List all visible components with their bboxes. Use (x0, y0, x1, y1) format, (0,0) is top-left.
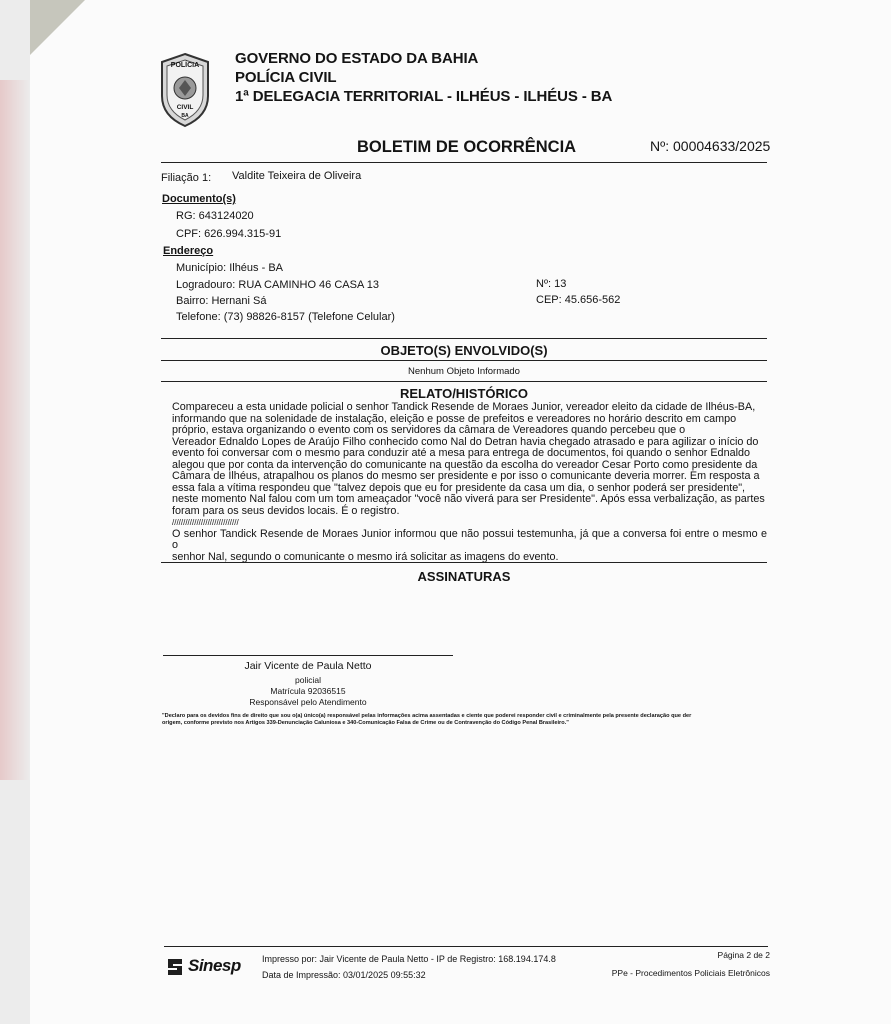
badge-state-text: BA (181, 113, 189, 119)
sinesp-logo-text: Sinesp (188, 956, 241, 975)
relato-line: foram para os seus devidos locais. É o registro. (172, 504, 400, 517)
objetos-value: Nenhum Objeto Informado (408, 366, 520, 377)
relato-line: O senhor Tandick Resende de Moraes Junior informou que não possui testemunha, já que a conversa foi entre o mesmo e o (172, 527, 767, 551)
disclaimer-line: "Declaro para os devidos fins de direito que sou o(a) único(a) responsável pelas informações acima assentadas e ciente que poderei responder civil e criminalmente pela presente declaração que der (162, 713, 692, 719)
footer-impresso-por: Impresso por: Jair Vicente de Paula Netto - IP de Registro: 168.194.174.8 (262, 954, 556, 964)
objetos-heading: OBJETO(S) ENVOLVIDO(S) (380, 343, 548, 358)
disclaimer-line: origem, conforme previsto nos Artigos 339-Denunciação Caluniosa e 340-Comunicação Falsa de Crime ou de Contravenção do Código Penal Brasileiro." (162, 720, 569, 726)
header-government: GOVERNO DO ESTADO DA BAHIA (235, 50, 479, 67)
title-rule (161, 162, 767, 163)
signer-responsavel: Responsável pelo Atendimento (249, 697, 367, 707)
signer-role: policial (295, 675, 321, 685)
folded-corner (30, 0, 85, 55)
cpf-value: CPF: 626.994.315-91 (176, 228, 282, 240)
numero-value: Nº: 13 (536, 278, 567, 290)
relato-rule-bottom (161, 562, 767, 563)
badge-bottom-text: CIVIL (176, 104, 194, 111)
police-badge (158, 52, 212, 128)
relato-text (172, 402, 767, 563)
footer-pagina: Página 2 de 2 (717, 950, 770, 960)
header-delegacia: 1ª DELEGACIA TERRITORIAL - ILHÉUS - ILHÉUS - BA (235, 88, 613, 105)
relato-line: evento foi conversar com o mesmo para conduzir até a mesa para entrega de documentos, foi quando o senhor Ednaldo (172, 447, 750, 459)
relato-line: essa fala a vítima respondeu que "talvez depois que eu for presidente da casa um dia, o senhor poderá ser presidente", (172, 481, 746, 494)
footer-sistema: PPe - Procedimentos Policiais Eletrônicos (611, 968, 770, 978)
assinaturas-heading: ASSINATURAS (417, 569, 511, 584)
footer-rule (164, 946, 768, 947)
relato-line: próprio, estava organizando o evento com os servidores da câmara de Vereadores quando percebeu que o (172, 424, 686, 436)
signer-name: Jair Vicente de Paula Netto (244, 660, 372, 672)
cep-value: CEP: 45.656-562 (536, 294, 621, 306)
relato-line: Câmara de Ilhéus, atrapalhou os planos do mesmo ser presidente e por isso o comunicante deveria morrer. Em resposta a (172, 470, 760, 482)
telefone-value: Telefone: (73) 98826-8157 (Telefone Celular) (176, 311, 395, 323)
relato-line: neste momento Nal falou com um tom ameaçador "você não viverá para ser Presidente". Após essa verbalização, as partes (172, 493, 765, 505)
footer-data-impressao: Data de Impressão: 03/01/2025 09:55:32 (262, 970, 426, 980)
page-edge-shadow (0, 80, 30, 780)
document-number: Nº: 00004633/2025 (650, 138, 771, 154)
signature-line (163, 655, 453, 656)
document-title: BOLETIM DE OCORRÊNCIA (357, 138, 577, 156)
bairro-value: Bairro: Hernani Sá (176, 295, 267, 307)
documentos-heading: Documento(s) (162, 193, 236, 205)
municipio-value: Município: Ilhéus - BA (176, 262, 283, 274)
sinesp-logo (164, 954, 252, 980)
objetos-rule-top (161, 338, 767, 339)
relato-heading: RELATO/HISTÓRICO (399, 386, 529, 401)
objetos-rule-bottom (161, 360, 767, 361)
relato-rule-top (161, 381, 767, 382)
signer-matricula: Matrícula 92036515 (270, 686, 346, 696)
filiacao-value: Valdite Teixeira de Oliveira (232, 170, 362, 182)
relato-line: alegou que por conta da intervenção do comunicante na questão da escolha do vereador Cesar Porto como presidente da (172, 458, 758, 471)
filiacao-label: Filiação 1: (161, 172, 212, 184)
relato-line: senhor Nal, segundo o comunicante o mesmo irá solicitar as imagens do evento. (172, 550, 559, 563)
relato-line: ////////////////////////////// (172, 518, 239, 527)
relato-line: informando que na solenidade de instalação, eleição e posse de prefeitos e vereadores no horário descrito em campo (172, 412, 737, 425)
rg-value: RG: 643124020 (176, 210, 254, 222)
sinesp-logo-icon (164, 956, 186, 978)
logradouro-value: Logradouro: RUA CAMINHO 46 CASA 13 (176, 279, 379, 291)
badge-top-text: POLÍCIA (170, 62, 200, 69)
relato-line: Vereador Ednaldo Lopes de Araújo Filho conhecido como Nal do Detran havia chegado atrasado e para agilizar o início do (172, 435, 759, 448)
disclaimer-text (162, 713, 782, 727)
header-police: POLÍCIA CIVIL (235, 69, 337, 86)
document-page (30, 0, 891, 1024)
relato-line: Compareceu a esta unidade policial o senhor Tandick Resende de Moraes Junior, vereador eleito da cidade de Ilhéus-BA, (172, 401, 756, 413)
endereco-heading: Endereço (163, 245, 214, 257)
